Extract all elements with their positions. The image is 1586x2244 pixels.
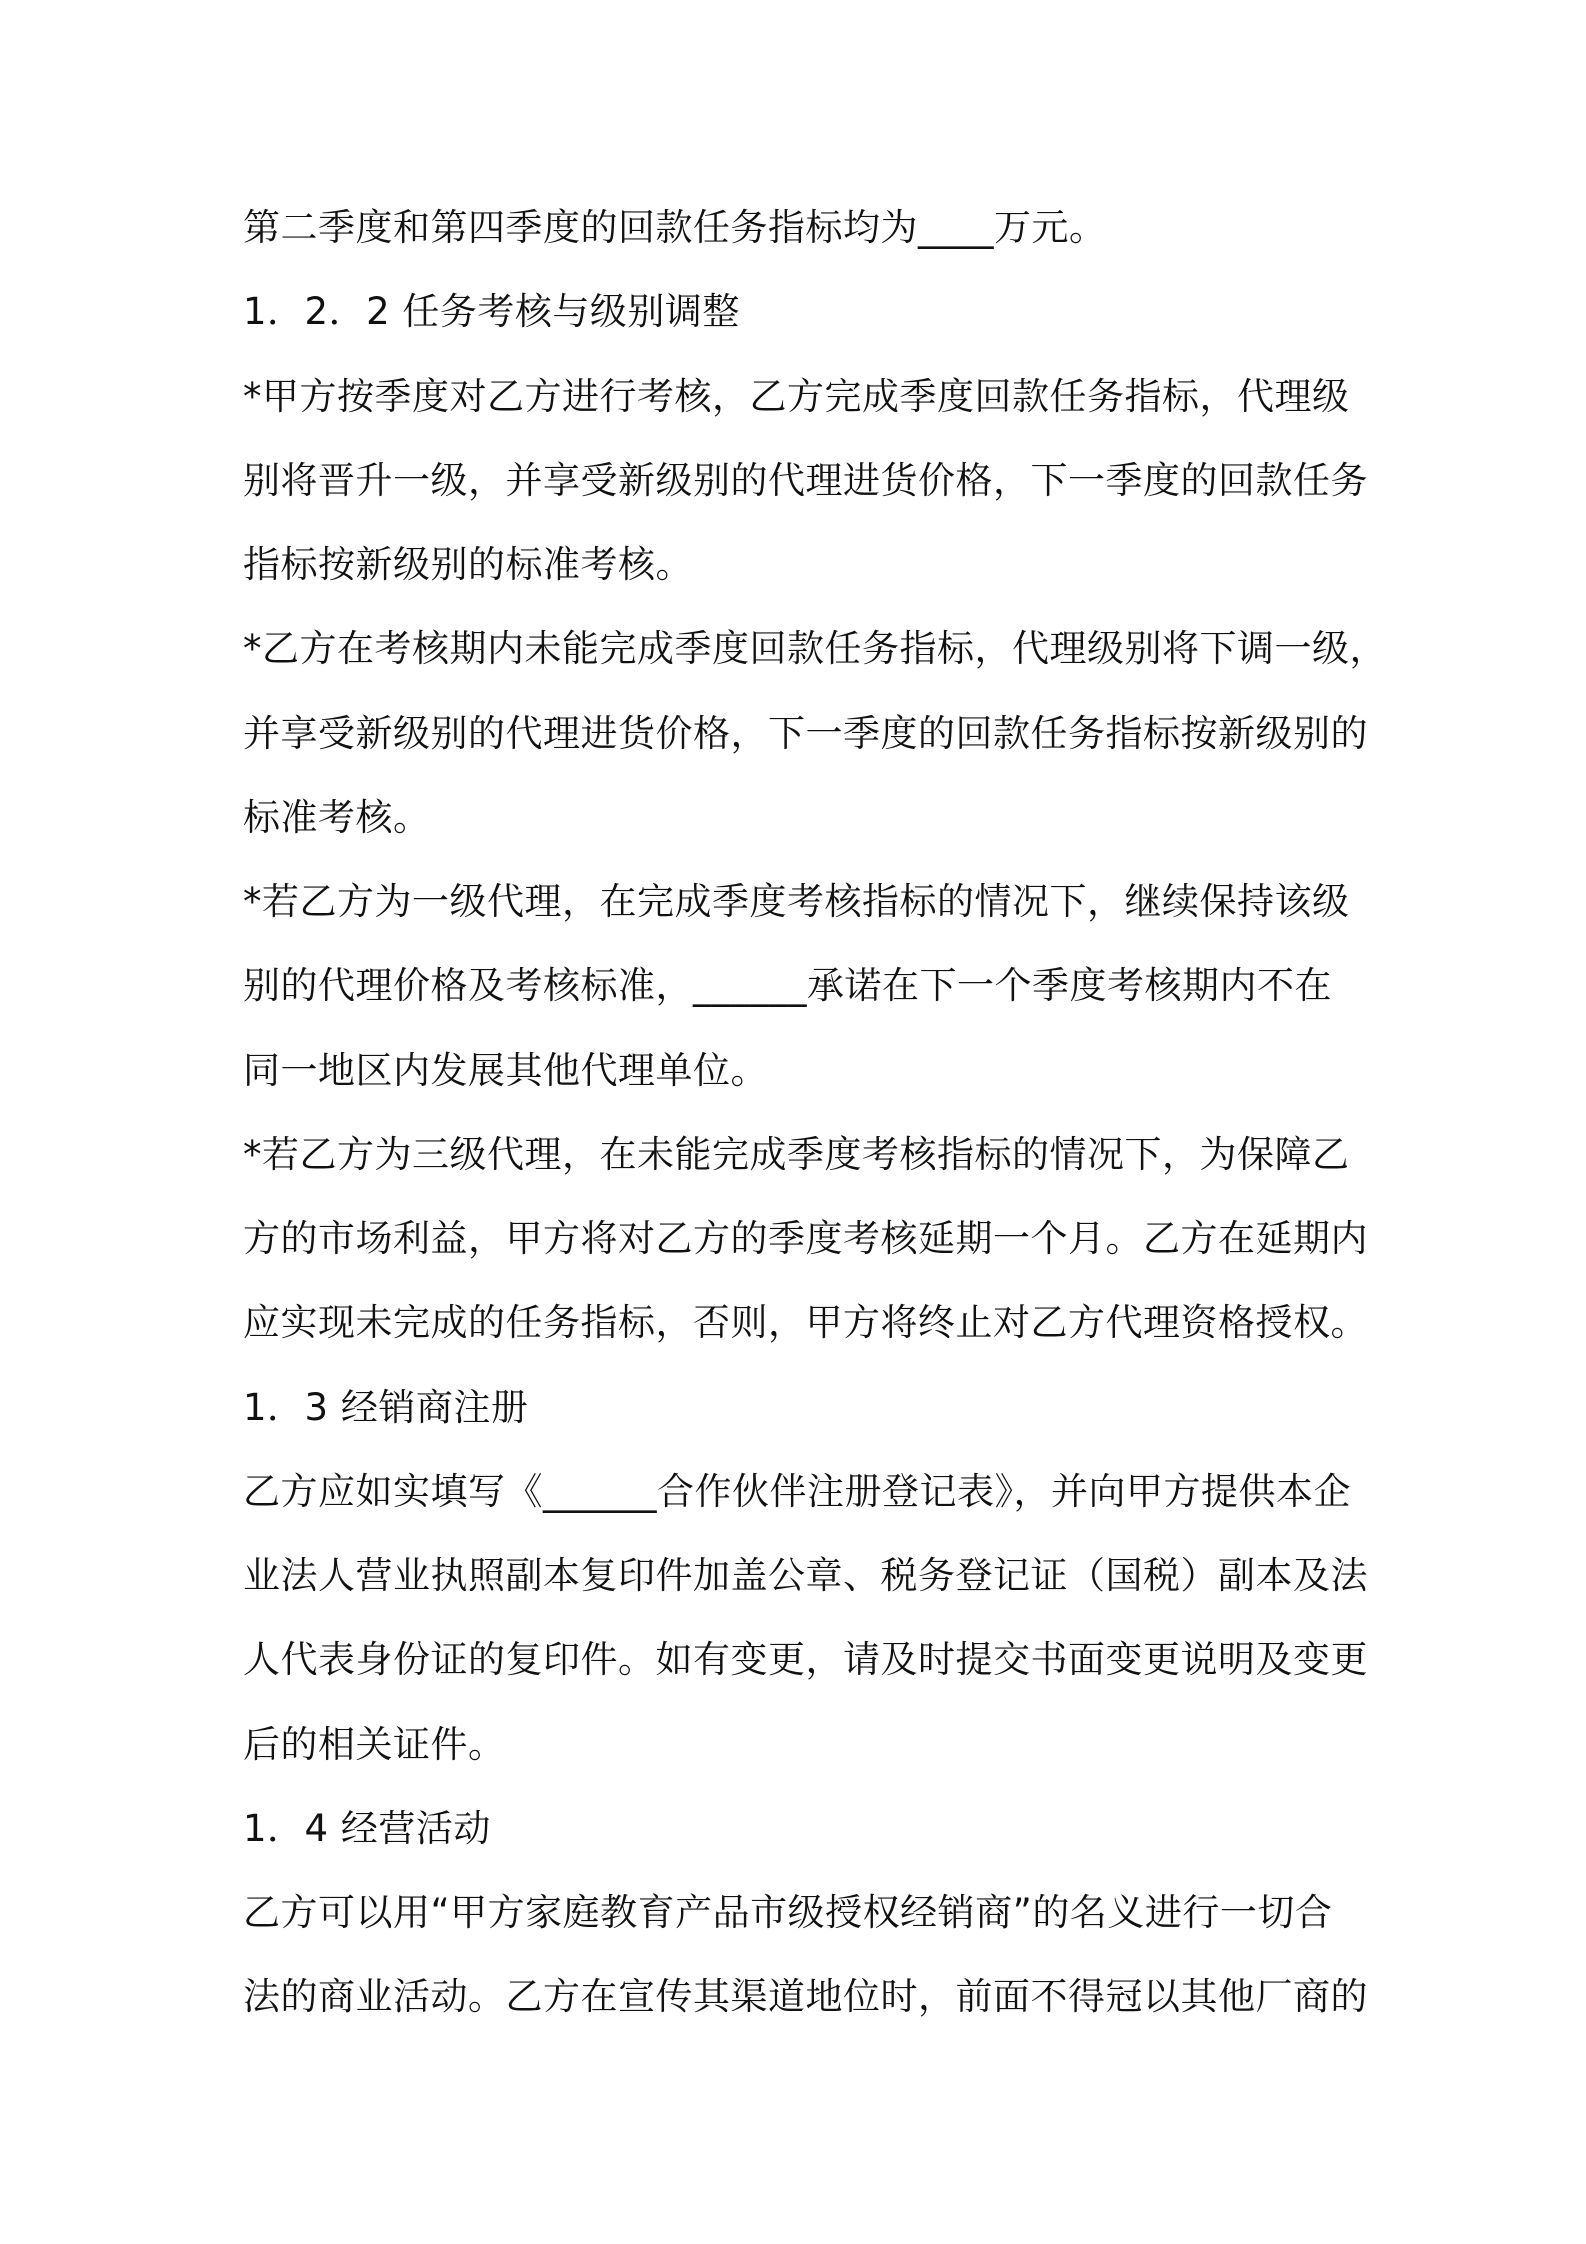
text-line: 第二季度和第四季度的回款任务指标均为____万元。 [243, 206, 1107, 249]
text-line: 法的商业活动。乙方在宣传其渠道地位时，前面不得冠以其他厂商的 [243, 1975, 1368, 2018]
text-line: *若乙方为三级代理，在未能完成季度考核指标的情况下，为保障乙 [243, 1133, 1350, 1176]
text-line: *若乙方为一级代理，在完成季度考核指标的情况下，继续保持该级 [243, 880, 1350, 923]
text-line: 标准考核。 [243, 796, 431, 839]
text-line: 方的市场利益，甲方将对乙方的季度考核延期一个月。乙方在延期内 [243, 1217, 1368, 1260]
text-line: 并享受新级别的代理进货价格，下一季度的回款任务指标按新级别的 [243, 712, 1368, 755]
text-line: 乙方可以用“甲方家庭教育产品市级授权经销商”的名义进行一切合 [243, 1891, 1333, 1934]
text-line: *甲方按季度对乙方进行考核，乙方完成季度回款任务指标，代理级 [243, 375, 1350, 418]
text-line: 指标按新级别的标准考核。 [243, 543, 693, 586]
section-heading: 1．2．2 任务考核与级别调整 [243, 290, 740, 333]
text-line: 别的代理价格及考核标准，______承诺在下一个季度考核期内不在 [243, 964, 1332, 1007]
text-line: 乙方应如实填写《______合作伙伴注册登记表》，并向甲方提供本企 [243, 1470, 1351, 1513]
text-line: 人代表身份证的复印件。如有变更，请及时提交书面变更说明及变更 [243, 1638, 1368, 1681]
text-line: 别将晋升一级，并享受新级别的代理进货价格，下一季度的回款任务 [243, 459, 1368, 502]
text-line: 后的相关证件。 [243, 1723, 506, 1766]
text-line: 业法人营业执照副本复印件加盖公章、税务登记证（国税）副本及法 [243, 1554, 1368, 1597]
text-line: *乙方在考核期内未能完成季度回款任务指标，代理级别将下调一级， [243, 627, 1387, 670]
section-heading: 1．3 经销商注册 [243, 1386, 529, 1429]
text-line: 应实现未完成的任务指标，否则，甲方将终止对乙方代理资格授权。 [243, 1301, 1368, 1344]
section-heading: 1．4 经营活动 [243, 1807, 491, 1850]
text-line: 同一地区内发展其他代理单位。 [243, 1049, 768, 1092]
